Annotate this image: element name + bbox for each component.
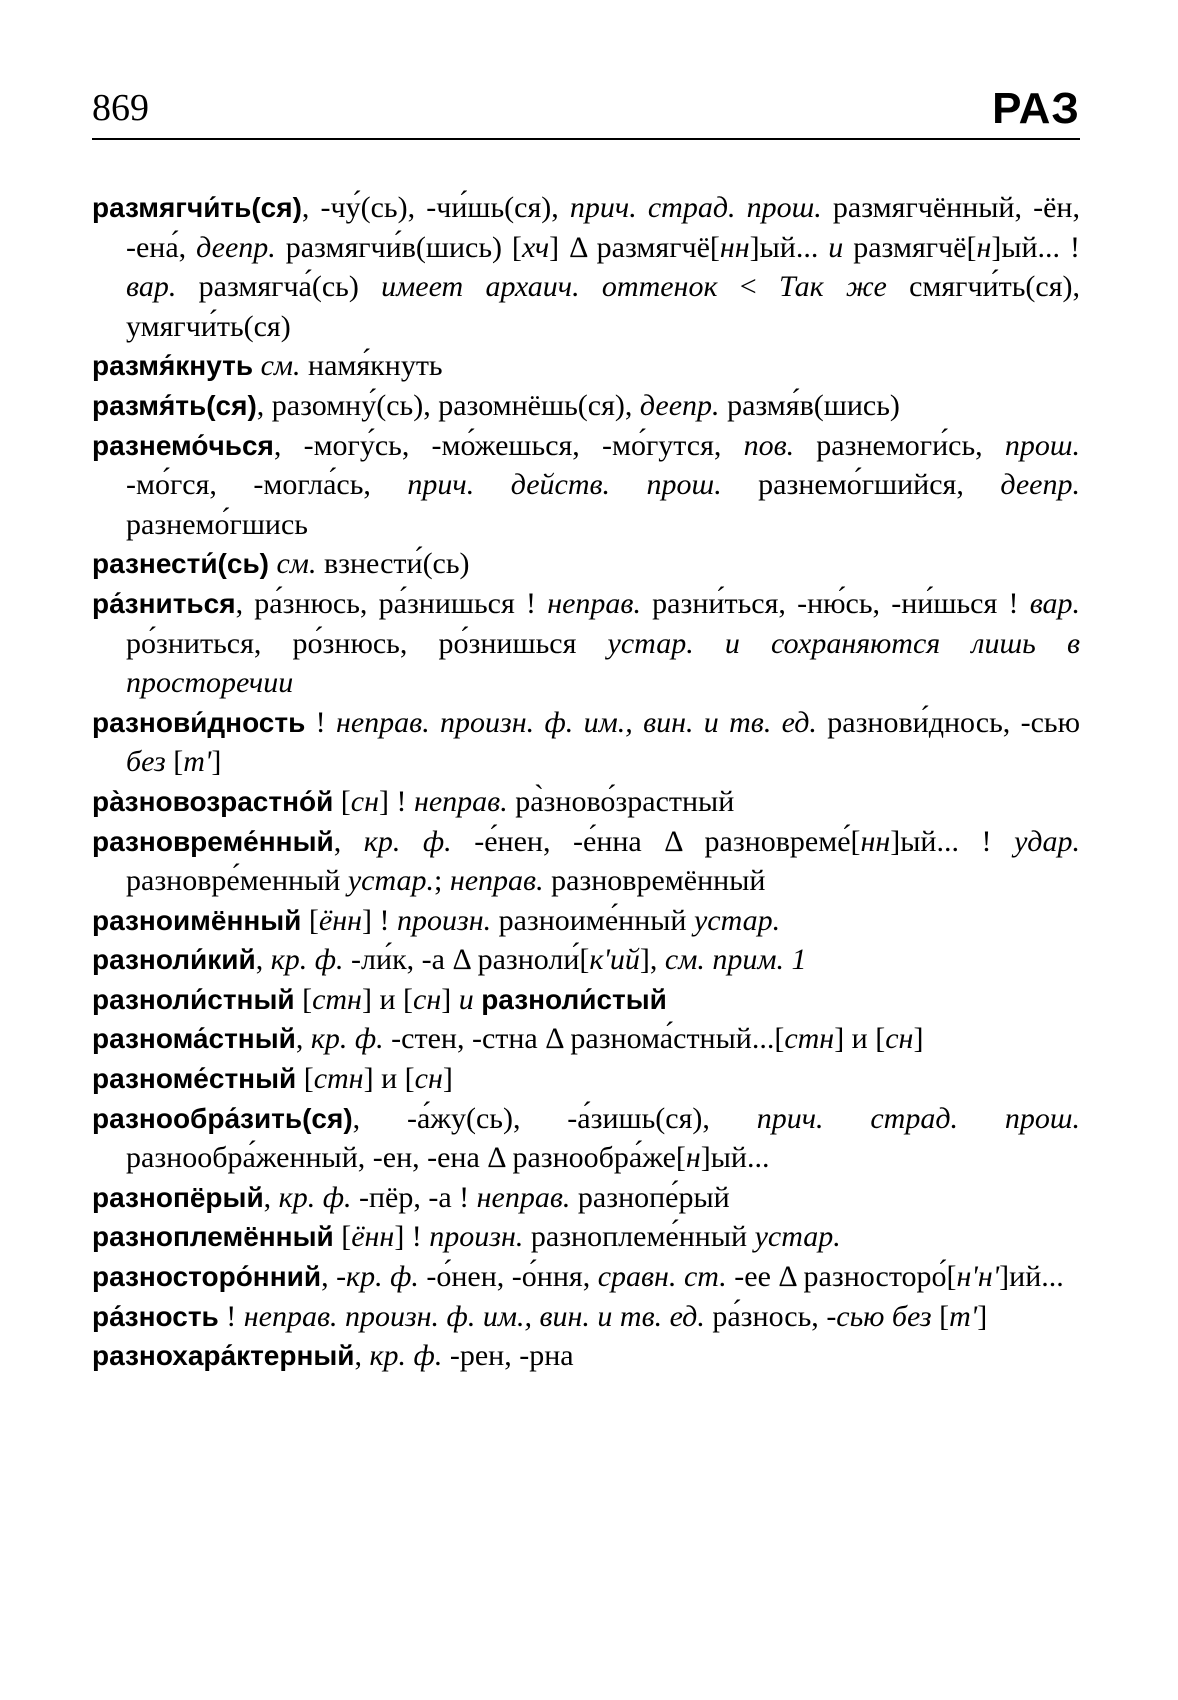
entry-text-segment: ] и [ [834,1022,886,1056]
entry-text-segment: -сью без [826,1299,932,1333]
entry-text-segment: ] [977,1299,988,1333]
entry-text-segment: устар. [693,903,781,937]
entry-text-segment: , -чу́(сь), -чи́шь(ся), [301,191,570,224]
dictionary-entry [92,940,1080,980]
entry-text-segment: сн [885,1022,914,1056]
entry-text-segment: нн [860,824,891,858]
entry-text-segment: -стен, -стна Δ разнома́стный...[ [383,1022,785,1056]
entry-text-segment: ]ый... ! [890,824,1015,858]
entry-text-segment: прич. страд. прош. [569,191,822,224]
entry-text-segment: разнемоги́сь, [794,428,1005,462]
entry-headword: разноме́стный [92,1063,297,1095]
entry-text-segment: ра́знось, [704,1299,827,1333]
entry-text-segment: ённ [318,903,362,937]
dictionary-entry [92,426,1080,545]
entry-text-segment: устар. и сохраняются лишь в просторечии [126,626,1080,700]
entry-text-segment: устар. [754,1220,841,1254]
entry-text-segment: н'н' [956,1260,1000,1294]
entry-text-segment: разни́ться, -ню́сь, -ни́шься ! [640,586,1030,620]
running-head: РАЗ [992,84,1080,133]
entry-text-segment: [ [294,982,313,1016]
entry-headword: разнохара́ктерный [92,1340,355,1372]
entry-text-segment: ] и [ [361,982,413,1016]
entry-text-segment: ] ! [362,903,397,937]
dictionary-entry [92,1019,1080,1059]
entry-text-segment: -кр. ф. [336,1260,419,1294]
entry-text-segment: , -а́жу(сь), -а́зишь(ся), [352,1101,757,1135]
entry-text-segment: кр. ф. [310,1022,384,1056]
entry-headword: разнемо́чься [92,429,274,461]
entry-text-segment: и [458,982,474,1016]
entry-text-segment: ] [441,982,459,1016]
entry-text-segment: [ [301,903,319,937]
entry-text-segment: размягча́(сь) [176,270,382,304]
entry-text-segment: , -могу́сь, -мо́жешься, -мо́гутся, [273,428,744,462]
entry-text-segment: деепр. [639,388,720,422]
entry-text-segment: , [333,824,364,858]
page-header [92,80,1080,140]
entry-text-segment: вар. [1029,586,1081,620]
entry-text-segment [253,349,261,382]
entry-text-segment: -о́нен, -о́ння, [418,1260,598,1294]
dictionary-entry [92,544,1080,584]
entry-text-segment: разновремённый [543,864,766,898]
entry-headword: размя́ть(ся) [92,389,257,421]
entry-text-segment: сн [413,982,442,1016]
dictionary-entry [92,1178,1080,1218]
entry-text-segment: намя́кнуть [300,349,443,383]
entry-text-segment: имеет архаич. оттенок [381,270,718,304]
page-number: 869 [92,87,149,129]
dictionary-entry [92,703,1080,782]
entry-text-segment: неправ. [476,1180,571,1214]
entry-text-segment: см. [276,547,317,581]
entry-text-segment: -ее Δ разносторо́[ [726,1260,957,1294]
entry-text-segment: ! [305,705,336,739]
entry-text-segment: н [976,230,992,264]
entry-text-segment: разнообра́женный, -ен, -ена Δ разнообра́же[ [126,1141,686,1175]
entry-text-segment: вар. [126,270,177,304]
entry-text-segment: см. [260,349,301,383]
entry-text-segment: -рен, -рна [442,1339,574,1373]
entry-text-segment: ро́зниться, ро́знюсь, ро́знишься [126,626,608,660]
dictionary-entry [92,1059,1080,1099]
entry-text-segment: разнопе́рый [570,1180,730,1214]
entry-text-segment: деепр. [1000,468,1081,502]
entry-headword: ра́зниться [92,587,236,619]
dictionary-entry [92,1099,1080,1178]
entry-text-segment: неправ. [413,784,508,818]
entry-text-segment: , [263,1180,279,1214]
entry-text-segment: [ [165,745,184,779]
entry-text-segment: пов. [743,428,795,462]
entry-text-segment: -мо́гся, -могла́сь, [126,468,408,502]
entry-text-segment: , [295,1022,311,1056]
entry-text-segment: нн [719,230,750,264]
entry-text-segment: , разомну́(сь), разомнёшь(ся), [256,388,640,422]
entry-headword: разноимённый [92,904,302,936]
entry-text-segment: неправ. произн. ф. им., вин. и тв. ед. [335,705,817,739]
entry-text-segment: н [685,1141,701,1175]
entry-text-segment: размягчё[ [843,230,977,264]
entry-text-segment: ] [913,1022,924,1056]
entry-text-segment: ] Δ размягчё[ [549,230,720,264]
entry-text-segment: , ра́знюсь, ра́знишься ! [235,586,548,620]
entry-text-segment: , [354,1339,370,1373]
entry-text-segment: ], [639,943,665,977]
dictionary-entry [92,1257,1080,1297]
entry-text-segment: разновре́менный [126,864,348,898]
entry-text-segment: [ [296,1062,314,1096]
entry-text-segment: устар. [347,864,434,898]
entry-text-segment: ] [211,745,222,779]
entry-text-segment: взнести́(сь) [316,547,470,581]
entry-text-segment: ]ий... [999,1260,1064,1294]
entry-text-segment: ённ [351,1220,395,1254]
entry-text-segment: разноли́стый [481,983,667,1015]
entry-text-segment: -ли́к, -а Δ разноли́[ [343,943,590,977]
entry-text-segment: стн [313,1062,364,1096]
entry-text-segment: прич. действ. прош. [407,468,722,502]
dictionary-entry [92,386,1080,426]
entry-text-segment: сравн. ст. [597,1260,727,1294]
entry-text-segment: Так же [779,270,887,304]
entry-text-segment: произн. [429,1220,524,1254]
entry-text-segment: смягчи́ть(ся), умягчи́ть(ся) [126,270,1080,343]
entry-headword: размя́кнуть [92,350,254,382]
entry-headword: разноли́кий [92,944,256,976]
entry-text-segment: -пёр, -а ! [351,1180,477,1214]
entry-headword: разнома́стный [92,1023,296,1055]
entry-headword: разносторо́нний [92,1261,322,1293]
entry-text-segment: неправ. [449,864,544,898]
entry-text-segment: размягчи́в(шись) [ [275,230,522,264]
entry-text-segment: разнови́днось, -сью [816,705,1080,739]
entry-headword: разнести́(сь) [92,548,269,580]
entry-text-segment: деепр. [196,230,276,264]
dictionary-entry [92,980,1080,1020]
entry-text-segment: кр. ф. [270,943,344,977]
entry-text-segment: ] ! [379,784,414,818]
entry-text-segment: неправ. [547,586,641,620]
entry-text-segment: < [717,270,779,304]
entry-text-segment: ; [434,864,450,898]
entry-text-segment: кр. ф. [278,1180,352,1214]
entry-text-segment: разнемо́гшийся, [721,468,1001,502]
entry-text-segment: разноплеме́нный [523,1220,755,1254]
entry-text-segment: ра̀зново́зрастный [507,784,735,818]
dictionary-entry [92,1336,1080,1376]
entry-text-segment: стн [784,1022,835,1056]
entry-text-segment: прош. [1004,428,1080,462]
entry-headword: разнообра́зить(ся) [92,1102,353,1134]
dictionary-entry [92,782,1080,822]
entry-text-segment: без [126,745,166,779]
entry-headword: ра̀зновозрастно́й [92,785,334,817]
dictionary-entry [92,901,1080,941]
entry-text-segment: т' [949,1299,978,1333]
entry-text-segment: размягчённый, -ён, -ена́, [126,191,1080,264]
entry-text-segment: ! [218,1299,244,1333]
entry-text-segment: удар. [1014,824,1080,858]
dictionary-entry [92,822,1080,901]
entry-text-segment: ] [442,1062,453,1096]
entry-text-segment: , [321,1260,337,1294]
entry-text-segment: хч [521,230,550,264]
entry-text-segment: кр. ф. [363,824,452,858]
entry-headword: разнови́дность [92,706,306,738]
entry-text-segment: см. прим. 1 [664,943,807,977]
entry-text-segment: ] и [ [363,1062,415,1096]
entry-text-segment: сн [350,784,379,818]
entry-list [92,188,1080,1376]
entry-text-segment: разноиме́нный [491,903,694,937]
entry-text-segment: прич. страд. прош. [756,1101,1080,1135]
entry-text-segment: сн [414,1062,443,1096]
entry-headword: разноплемённый [92,1221,334,1253]
entry-text-segment: ]ый... [700,1141,770,1175]
entry-text-segment: -е́нен, -е́нна Δ разновреме́[ [451,824,861,858]
entry-text-segment: [ [931,1299,950,1333]
entry-text-segment: ] ! [394,1220,430,1254]
entry-text-segment: [ [333,1220,352,1254]
entry-text-segment: [ [333,784,351,818]
dictionary-entry [92,584,1080,703]
entry-text-segment: стн [312,982,362,1016]
dictionary-entry [92,346,1080,386]
entry-text-segment: , [255,943,271,977]
entry-headword: разноли́стный [92,983,295,1015]
entry-text-segment: неправ. произн. ф. им., вин. и тв. ед. [243,1299,705,1333]
entry-text-segment: т' [183,745,212,779]
entry-headword: разновреме́нный [92,825,334,857]
entry-headword: разнопёрый [92,1181,264,1213]
entry-headword: размягчи́ть(ся) [92,192,302,223]
entry-text-segment: ]ый... [749,230,829,264]
entry-text-segment: ]ый... ! [991,230,1080,264]
entry-text-segment: кр. ф. [369,1339,443,1373]
entry-text-segment: размя́в(шись) [719,388,900,422]
dictionary-entry [92,1297,1080,1337]
entry-text-segment: и [828,230,844,264]
entry-text-segment: к'ий [589,943,640,977]
entry-headword: ра́зность [92,1300,219,1332]
dictionary-entry [92,1217,1080,1257]
dictionary-entry [92,188,1080,346]
entry-text-segment: разнемо́гшись [126,507,308,541]
entry-text-segment: произн. [396,903,492,937]
